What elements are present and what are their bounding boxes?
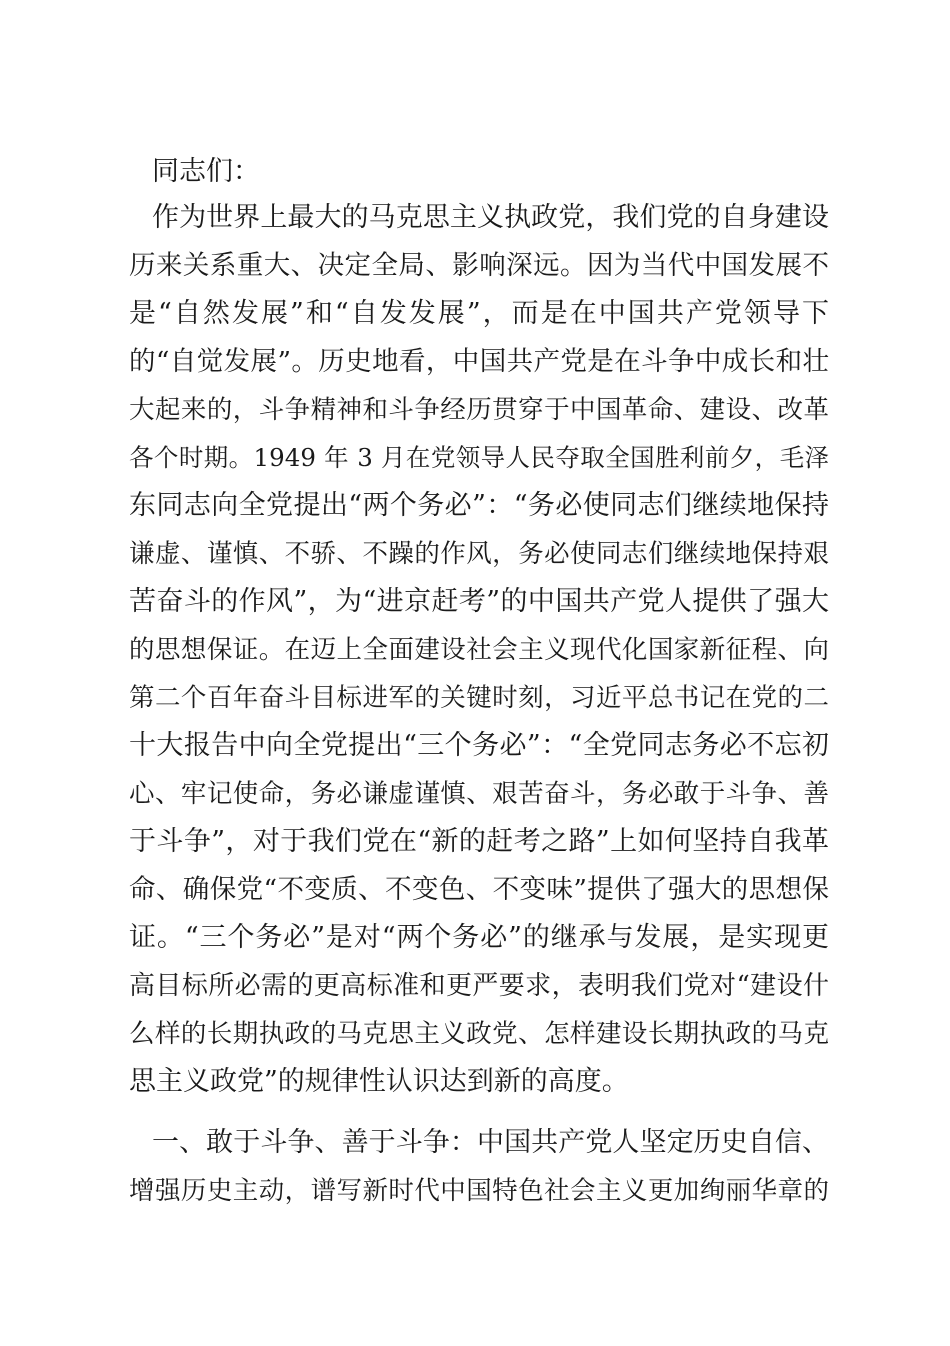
paragraph-line: 证。“三个务必”是对“两个务必”的继承与发展，是实现更 <box>129 922 829 953</box>
paragraph-line: 大起来的，斗争精神和斗争经历贯穿于中国革命、建设、改革 <box>129 395 829 425</box>
paragraph-line: 东同志向全党提出“两个务必”：“务必使同志们继续地保持 <box>129 490 829 521</box>
paragraph-line: 心、牢记使命，务必谦虚谨慎、艰苦奋斗，务必敢于斗争、善 <box>129 779 829 809</box>
paragraph-line: 十大报告中向全党提出“三个务必”：“全党同志务必不忘初 <box>129 730 829 761</box>
paragraph-line: 么样的长期执政的马克思主义政党、怎样建设长期执政的马克 <box>129 1019 829 1049</box>
paragraph-line: 的“自觉发展”。历史地看，中国共产党是在斗争中成长和壮 <box>129 346 829 377</box>
paragraph-line: 谦虚、谨慎、不骄、不躁的作风，务必使同志们继续地保持艰 <box>129 539 829 569</box>
paragraph-line: 第二个百年奋斗目标进军的关键时刻，习近平总书记在党的二 <box>129 683 829 713</box>
paragraph-line: 的思想保证。在迈上全面建设社会主义现代化国家新征程、向 <box>129 635 829 665</box>
paragraph-line: 苦奋斗的作风”，为“进京赶考”的中国共产党人提供了强大 <box>129 586 829 617</box>
section-heading-line: 增强历史主动，谱写新时代中国特色社会主义更加绚丽华章的 <box>129 1176 829 1206</box>
paragraph-line: 历来关系重大、决定全局、影响深远。因为当代中国发展不 <box>129 250 829 281</box>
section-heading-line: 一、敢于斗争、善于斗争：中国共产党人坚定历史自信、 <box>152 1127 829 1158</box>
paragraph-line: 是“自然发展”和“自发发展”，而是在中国共产党领导下 <box>129 298 829 329</box>
paragraph-line: 思主义政党”的规律性认识达到新的高度。 <box>129 1066 629 1097</box>
paragraph-line: 命、确保党“不变质、不变色、不变味”提供了强大的思想保 <box>129 874 829 905</box>
paragraph-line: 各个时期。1949 年 3 月在党领导人民夺取全国胜利前夕，毛泽 <box>129 443 829 472</box>
paragraph-line: 作为世界上最大的马克思主义执政党，我们党的自身建设 <box>152 202 829 233</box>
paragraph-line: 高目标所必需的更高标准和更严要求，表明我们党对“建设什 <box>129 971 829 1001</box>
salutation: 同志们： <box>152 156 260 187</box>
paragraph-line: 于斗争”，对于我们党在“新的赶考之路”上如何坚持自我革 <box>129 826 829 857</box>
